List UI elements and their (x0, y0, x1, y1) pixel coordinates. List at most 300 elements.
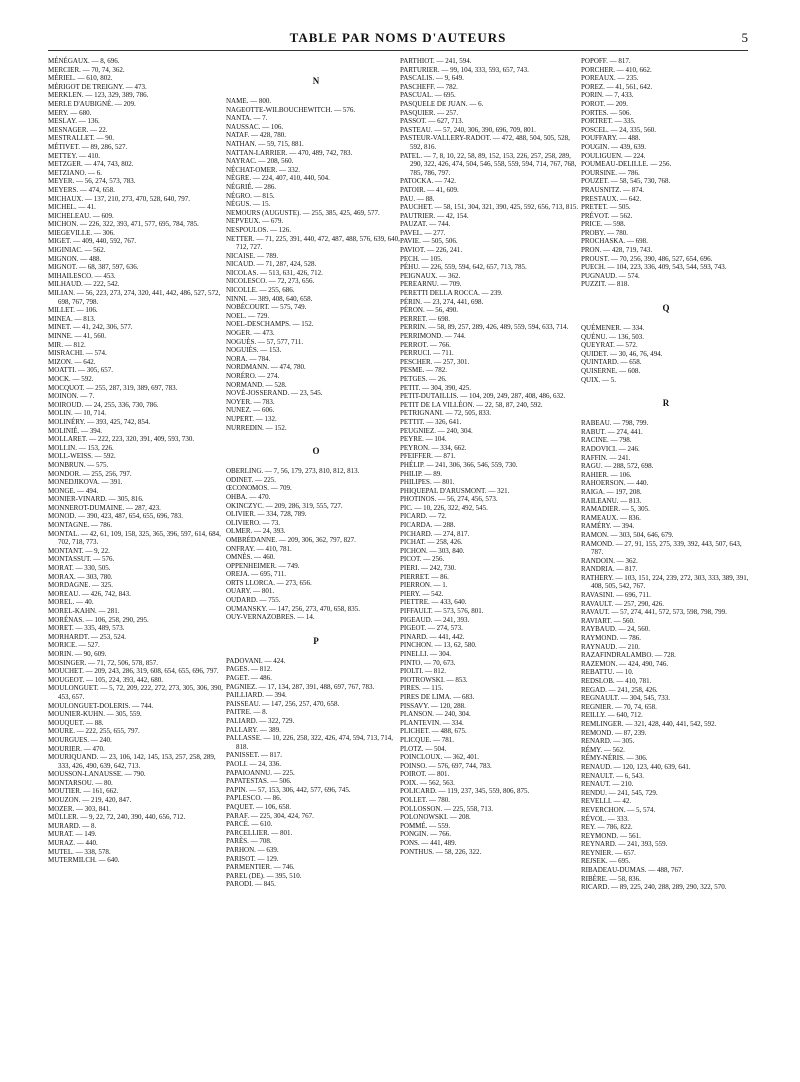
index-entry: PLICHET. — 488, 675. (400, 727, 467, 736)
index-entry: PINTO. — 70, 673. (400, 658, 456, 667)
index-entry: RÉVOL. — 333. (581, 814, 629, 823)
index-entry: MISRACHI. — 574. (48, 349, 107, 358)
index-entry: QUISERNE. — 608. (581, 367, 641, 375)
index-entry: PARHON. — 639. (226, 845, 279, 854)
index-entry: PAGET. — 486. (226, 674, 272, 683)
index-entry: PASCUAL. — 695. (400, 91, 456, 100)
index-entry: PERRIN. — 58, 89, 257, 289, 426, 489, 559, 594, 633, 714. (400, 323, 569, 332)
index-entry: POLLOSSON. — 225, 558, 713. (400, 804, 493, 813)
index-entry: PARCÉ. — 610. (226, 820, 273, 829)
index-entry: PAISSEAU. — 147, 256, 257, 470, 658. (226, 699, 340, 708)
page-number: 5 (741, 30, 748, 45)
index-entry: REGNIER. — 70, 74, 658. (581, 702, 657, 711)
index-entry: PESME. — 782. (400, 366, 448, 375)
index-entry: PIC. — 10, 226, 322, 492, 545. (400, 503, 488, 512)
index-entry: PUZZIT. — 818. (581, 280, 630, 289)
index-entry: MONGE. — 494. (48, 486, 99, 495)
index-entry: PASCALIS. — 9, 649. (400, 74, 464, 83)
index-entry: PAPAIOANNU. — 225. (226, 768, 295, 777)
index-entry: RAYNAUD. — 210. (581, 642, 640, 651)
index-entry: MORICE. — 527. (48, 641, 100, 650)
index-entry: PETIT. — 304, 390, 425. (400, 383, 472, 392)
index-entry: PHIQUEPAL D'ARUSMONT. — 321. (400, 486, 510, 495)
index-entry: PAVIE. — 505, 506. (400, 237, 458, 246)
index-entry: PRÉVOT. — 562. (581, 211, 633, 220)
index-entry: NOYER. — 783. (226, 397, 275, 406)
index-entry: NATAF. — 428, 780. (226, 131, 286, 140)
index-entry: PASTEAU. — 57, 240, 306, 390, 696, 709, 801. (400, 125, 536, 134)
index-entry: PETGES. — 26. (400, 374, 447, 383)
index-entry: PÉRON. — 56, 490. (400, 306, 458, 315)
index-entry: MICHEL. — 41. (48, 203, 96, 212)
index-entry: MÉTIVET. — 89, 286, 527. (48, 142, 128, 151)
index-column-1 (48, 57, 228, 865)
index-entry: MEYER. — 56, 274, 573, 783. (48, 177, 136, 186)
index-entry: RIBÈRE. — 58, 836. (581, 874, 641, 883)
index-entry: PICHARD. — 274, 817. (400, 529, 470, 538)
index-entry: MUTERMILCH. — 640. (48, 856, 120, 865)
index-entry: RAILEANU. — 813. (581, 496, 642, 505)
index-entry: PAGES. — 812. (226, 665, 273, 674)
index-entry: MONTASSUT. — 576. (48, 555, 115, 564)
index-entry: NÉCHAT-OMER. — 332. (226, 165, 301, 174)
index-entry: MOATTI. — 305, 657. (48, 366, 113, 375)
index-entry: MILIAN. — 56, 223, 273, 274, 320, 441, 442, 486, 527, 572, 698, 767, 798. (48, 289, 221, 306)
index-entry: MICHON. — 226, 322, 393, 471, 577, 695, 784, 785. (48, 220, 199, 229)
index-entry: RAMADIER. — 5, 305. (581, 505, 650, 514)
index-entry: PIGEAUD. — 241, 393. (400, 615, 470, 624)
index-entry: PAILLIARD. — 394. (226, 691, 287, 700)
index-entry: PROCHASKA. — 698. (581, 237, 648, 246)
index-entry: MOREAU. — 426, 742, 843. (48, 589, 131, 598)
index-entry: MORÉNAS. — 106, 258, 290, 295. (48, 615, 149, 624)
index-entry: MONEDJIKOVA. — 391. (48, 478, 123, 487)
index-entry: MINEA. — 813. (48, 314, 96, 323)
index-entry: PORCHER. — 410, 662. (581, 65, 652, 74)
index-entry: RAVAULT. — 257, 290, 426. (581, 599, 664, 608)
index-entry: RENAUT. — 210. (581, 780, 634, 789)
index-entry: MONIER-VINARD. — 305, 816. (48, 495, 144, 504)
index-entry: MERY. — 680. (48, 108, 92, 117)
index-entry: MÉRIEL. — 610, 802. (48, 74, 113, 83)
index-entry: POULIGUEN. — 224. (581, 151, 646, 160)
index-entry: PLANSON. — 240, 304. (400, 710, 471, 719)
index-entry: POREZ. — 41, 561, 642. (581, 82, 653, 91)
index-entry: PAQUET. — 106, 658. (226, 802, 291, 811)
index-entry: PICARDA. — 288. (400, 521, 456, 530)
index-entry: OUMANSKY. — 147, 256, 273, 470, 658, 835. (226, 604, 361, 613)
index-entry: OPPENHEIMER. — 749. (226, 561, 300, 570)
index-entry: MEYERS. — 474, 658. (48, 185, 115, 194)
index-entry: PUECH. — 104, 223, 336, 409, 543, 544, 593, 743. (581, 263, 727, 272)
index-entry: POINCLOUX. — 362, 401. (400, 753, 479, 762)
index-entry: REMOND. — 87, 239. (581, 728, 647, 737)
index-entry: PICARD. — 72. (400, 512, 447, 521)
index-entry: NORDMANN. — 474, 780. (226, 363, 306, 372)
index-entry: REMLINGER. — 321, 428, 440, 441, 542, 592. (581, 719, 717, 728)
index-entry: POREAUX. — 235. (581, 74, 639, 83)
index-entry: PADOVANI. — 424. (226, 656, 286, 665)
index-entry: MOIROUD. — 24, 255, 336, 730, 786. (48, 400, 159, 409)
index-entry: MOLL-WEISS. — 592. (48, 452, 116, 461)
index-entry: MILLET. — 106. (48, 306, 98, 315)
index-entry: POUMEAU-DELILLE. — 256. (581, 160, 672, 169)
index-entry: MOURIQUAND. — 23, 106, 142, 145, 153, 257, 258, 289, 333, 426, 490, 639, 642, 713. (48, 753, 216, 770)
index-entry: MÉNÉGAUX. — 8, 696. (48, 57, 120, 65)
index-entry: PARTHIOT. — 241, 594. (400, 57, 472, 65)
index-entry: PONS. — 441, 489. (400, 839, 457, 848)
index-entry: RENARD. — 305. (581, 737, 635, 746)
index-entry: PUGNAUD. — 574. (581, 271, 640, 280)
index-entry: MONDOR. — 255, 256, 797. (48, 469, 132, 478)
index-entry: PIGEOT. — 274, 573. (400, 624, 463, 633)
index-entry: MONBRUN. — 575. (48, 460, 109, 469)
index-entry: POIROT. — 801. (400, 770, 450, 779)
index-column-4 (581, 57, 751, 892)
index-entry: OMNÈS. — 460. (226, 553, 276, 562)
index-entry: MONTANT. — 9, 22. (48, 546, 110, 555)
index-entry: MOUZON. — 219, 420, 847. (48, 796, 132, 805)
index-entry: REY. — 786, 822. (581, 823, 633, 832)
index-entry: NICOLLE. — 255, 686. (226, 286, 295, 295)
index-entry: QUINTARD. — 658. (581, 358, 642, 367)
index-entry: PASCHEFF. — 782. (400, 82, 458, 91)
index-entry: PARISOT. — 129. (226, 854, 279, 863)
index-entry: RAFFIN. — 241. (581, 453, 631, 462)
index-entry: REDSLOB. — 410, 781. (581, 677, 652, 685)
index-entry: MOLINÉRY. — 393, 425, 742, 854. (48, 417, 151, 426)
index-entry: POMMÉ. — 559. (400, 821, 451, 830)
index-entry: PAU. — 88. (400, 194, 435, 203)
index-entry: MONTAGNE. — 786. (48, 521, 112, 530)
index-entry: MOURGUES. — 240. (48, 735, 112, 744)
page-header (48, 30, 748, 51)
index-entry: MONTAL. — 42, 61, 109, 158, 325, 365, 396, 597, 614, 684, 702, 718, 773. (48, 529, 221, 547)
index-entry: MOINON. — 7. (48, 392, 95, 401)
index-entry: MESLAY. — 136. (48, 117, 100, 126)
index-entry: POROT. — 209. (581, 99, 628, 108)
index-entry: OLIVIERO. — 73. (226, 518, 281, 527)
index-entry: PIFFAULT. — 573, 576, 801. (400, 607, 484, 615)
index-entry: MIR. — 812. (48, 340, 86, 349)
index-entry: NÈGRE. — 224, 407, 410, 440, 504. (226, 174, 330, 183)
index-entry: RAVASINI. — 696, 711. (581, 591, 651, 600)
index-entry: MORAX. — 303, 780. (48, 572, 113, 581)
index-entry: NUNEZ. — 606. (226, 406, 275, 415)
index-entry: PEREARNU. — 709. (400, 280, 462, 289)
index-entry: MONOD. — 390, 423, 487, 654, 655, 696, 783. (48, 512, 183, 521)
index-entry: RAGU. — 288, 572, 698. (581, 462, 654, 471)
index-entry: NEMOURS (AUGUSTE). — 255, 385, 425, 469, 577. (226, 208, 380, 217)
index-entry: POUZET. — 58, 545, 730, 768. (581, 177, 671, 186)
index-entry: MOUGEOT. — 105, 224, 393, 442, 680. (48, 675, 163, 684)
index-entry: OBERLING. — 7, 56, 179, 273, 810, 812, 813. (226, 467, 360, 476)
index-entry: REGNAULT. — 304, 545, 733. (581, 694, 671, 703)
index-entry: MUTEL. — 338, 578. (48, 847, 111, 856)
index-entry: PAGNIEZ. — 17, 134, 287, 391, 488, 697, 767, 783. (226, 682, 375, 691)
index-entry: PESCHER. — 257, 301. (400, 357, 470, 366)
index-entry: PASQUIER. — 257. (400, 108, 459, 117)
index-entry: MINET. — 41, 242, 306, 577. (48, 323, 133, 332)
index-entry: NICOLESCO. — 72, 273, 656. (226, 277, 315, 286)
index-entry: MERLE D'AUBIGNÉ. — 209. (48, 99, 136, 108)
index-entry: PINELLI. — 304. (400, 649, 451, 658)
index-entry: RAZAFINDRALAMBO. — 728. (581, 651, 676, 660)
index-entry: PEYRON. — 334, 662. (400, 443, 467, 452)
index-entry: MONTARSOU. — 80. (48, 778, 113, 787)
index-entry: RAHOERSON. — 440. (581, 479, 649, 488)
index-entry: REJSEK. — 695. (581, 857, 631, 866)
index-entry: PICOT. — 256. (400, 555, 445, 564)
index-entry: MOULONGUET. — 5, 72, 209, 222, 272, 273, 305, 306, 390, 453, 657. (48, 684, 223, 701)
index-entry: ŒCONOMOS. — 709. (226, 484, 292, 493)
index-entry: MURARD. — 8. (48, 821, 97, 830)
index-entry: NOBÉCOURT. — 575, 749. (226, 303, 307, 312)
index-entry: POSCEL. — 24, 335, 560. (581, 125, 657, 134)
index-entry: PROBY. — 780. (581, 228, 628, 237)
index-entry: POLLET. — 780. (400, 796, 451, 805)
index-entry: PERRET. — 698. (400, 314, 451, 323)
index-entry: PERETTI DELLA ROCCA. — 239. (400, 289, 503, 298)
index-entry: MOCQUOT. — 255, 287, 319, 389, 697, 783. (48, 383, 178, 392)
index-entry: MOURIER. — 470. (48, 744, 105, 753)
index-entry: PEIGNAUX. — 362. (400, 271, 461, 280)
index-entry: OKINCZYC. — 209, 286, 319, 555, 727. (226, 501, 343, 510)
index-entry: RAMON. — 303, 504, 646, 679. (581, 530, 674, 539)
index-entry: NORÉRO. — 274. (226, 372, 280, 380)
index-entry: MOUNIER-KUHN. — 305, 559. (48, 710, 142, 719)
index-entry: PLOTZ. — 504. (400, 744, 447, 753)
index-entry: PINCHON. — 13, 62, 580. (400, 641, 477, 650)
index-entry: NESPOULOS. — 126. (226, 225, 291, 234)
index-entry: MORHARDT. — 253, 524. (48, 632, 127, 641)
index-entry: PIERI. — 242, 730. (400, 564, 456, 573)
index-entry: RAMOND. — 27, 91, 155, 275, 339, 392, 443, 507, 643, 787. (581, 539, 742, 557)
index-entry: PORTRET. — 335. (581, 117, 636, 126)
index-entry: NOGUÈS. — 57, 577, 711. (226, 337, 304, 346)
index-entry: POUGIN. — 439, 639. (581, 142, 646, 151)
index-entry: MOLLARET. — 222, 223, 320, 391, 409, 593, 730. (48, 435, 195, 444)
index-entry: PANISSET. — 817. (226, 751, 283, 760)
index-entry: NAYRAC. — 208, 560. (226, 157, 294, 166)
index-entry: PARODI. — 845. (226, 880, 276, 889)
index-entry: REVERCHON. — 5, 574. (581, 805, 656, 814)
index-entry: NOGUIÈS. — 153. (226, 346, 282, 355)
index-entry: PAUZAT. — 744. (400, 220, 451, 229)
index-entry: PASSOT. — 627, 713. (400, 117, 464, 126)
index-entry: MORIN. — 90, 609. (48, 649, 107, 658)
index-entry: PIERRON. — 1. (400, 581, 448, 590)
index-entry: MIHAILESCO. — 453. (48, 271, 116, 280)
index-entry: PRESTAUX. — 642. (581, 194, 642, 203)
index-entry: PIOTROWSKI. — 853. (400, 675, 468, 684)
index-entry: POIX. — 562, 563. (400, 778, 455, 787)
index-entry: PRICE. — 598. (581, 220, 626, 229)
index-entry: MILHAUD. — 222, 542. (48, 280, 120, 289)
index-entry: QUÉMENER. — 334. (581, 324, 645, 333)
index-entry: PICHAT. — 258, 426. (400, 538, 463, 547)
index-entry: PETIT-DUTAILLIS. — 104, 209, 249, 287, 408, 486, 632. (400, 392, 566, 401)
index-entry: REILLY. — 640, 712. (581, 711, 643, 720)
index-entry: PHILIP. — 89. (400, 469, 443, 478)
index-entry: MOCK. — 592. (48, 374, 94, 383)
index-entry: MOUTIER. — 161, 662. (48, 787, 119, 796)
index-entry: NÉGRIÉ. — 286. (226, 182, 277, 191)
index-entry: RAIGA. — 197, 208. (581, 487, 642, 496)
index-entry: NICAISE. — 789. (226, 251, 279, 260)
index-entry: PÉRIN. — 23, 274, 441, 698. (400, 297, 484, 306)
index-entry: REYMOND. — 561. (581, 831, 641, 840)
index-entry: MONNEROT-DUMAINE. — 287, 423. (48, 503, 161, 512)
index-entry: PAREL (DE). — 395, 510. (226, 871, 302, 880)
index-entry: MOUCHET. — 209, 243, 286, 319, 608, 654, 655, 696, 797. (48, 667, 219, 676)
index-entry: NATHAN. — 59, 715, 881. (226, 139, 304, 148)
index-entry: PIERRET. — 86. (400, 572, 449, 581)
index-entry: NAGEOTTE-WILBOUCHEWITCH. — 576. (226, 105, 356, 114)
index-entry: NICOLAS. — 513, 631, 426, 712. (226, 268, 323, 277)
index-entry: RACINE. — 798. (581, 436, 632, 445)
index-entry: PLANTEVIN. — 334. (400, 718, 464, 727)
index-entry: PIETTRE. — 433, 640. (400, 598, 467, 607)
index-entry: MERKLEN. — 123, 329, 389, 786. (48, 91, 149, 100)
index-entry: MOLINIÉ. — 394. (48, 426, 103, 435)
section-letter: O (312, 446, 320, 457)
index-entry: NOVÉ-JOSSERAND. — 23, 545. (226, 389, 323, 398)
index-entry: POPOFF. — 817. (581, 57, 631, 65)
index-entry: MESNAGER. — 22. (48, 125, 108, 134)
index-column-3 (400, 57, 580, 856)
index-entry: PORTES. — 506. (581, 108, 632, 117)
index-entry: MICHAUX. — 137, 210, 273, 470, 528, 640, 797. (48, 194, 190, 203)
index-entry: PALLARY. — 389. (226, 725, 281, 734)
index-entry: METZGER. — 474, 743, 802. (48, 160, 134, 169)
index-entry: REGAD. — 241, 258, 426. (581, 685, 658, 694)
index-entry: METTEY. — 410. (48, 151, 100, 160)
index-entry: PRAUSNITZ. — 874. (581, 185, 645, 194)
index-entry: RICARD. — 89, 225, 240, 288, 289, 290, 322, 570. (581, 883, 727, 892)
index-entry: RAZEMON. — 424, 490, 746. (581, 659, 669, 668)
index-entry: PETIT DE LA VILLÉON. — 22, 58, 87, 240, 592. (400, 400, 543, 409)
index-entry: PALLASSE. — 10, 226, 258, 322, 426, 474, 594, 713, 714, 818. (226, 734, 393, 751)
index-entry: PEYRE. — 104. (400, 435, 447, 444)
index-entry: MIGET. — 409, 440, 592, 767. (48, 237, 137, 246)
section-letter: R (662, 398, 670, 409)
index-entry: MOREL. — 40. (48, 598, 94, 607)
index-entry: RAYBAUD. — 24, 560. (581, 625, 650, 634)
index-entry: RATHERY. — 103, 151, 224, 239, 272, 303, 333, 389, 391, 408, 505, 542, 767. (581, 573, 749, 591)
index-entry: MOREL-KAHN. — 281. (48, 607, 120, 615)
section-letter: Q (662, 303, 670, 314)
index-entry: PFEIFFER. — 871. (400, 452, 456, 461)
index-entry: PIERY. — 542. (400, 589, 444, 598)
index-entry: OMBRÉDANNE. — 209, 306, 362, 797, 827. (226, 535, 356, 544)
index-entry: NANTA. — 7. (226, 114, 268, 123)
index-entry: RENAUD. — 120, 123, 440, 639, 641. (581, 762, 691, 771)
index-entry: RADOVICI. — 246. (581, 444, 640, 453)
index-entry: RIBADEAU-DUMAS. — 488, 767. (581, 866, 684, 875)
index-entry: MERCIER. — 70, 74, 362. (48, 65, 125, 74)
index-entry: NINNI. — 389, 408, 640, 658. (226, 294, 313, 303)
index-entry: QUIX. — 5. (581, 375, 616, 384)
index-entry: PAUCHET. — 58, 151, 304, 321, 390, 425, 592, 656, 713, 815. (400, 203, 579, 212)
index-entry: POLICARD. — 119, 237, 345, 559, 806, 875. (400, 787, 530, 796)
index-entry: PAITRE. — 8. (226, 708, 268, 717)
index-entry: MINNE. — 41, 560. (48, 332, 106, 340)
index-entry: OREJA. — 695, 711. (226, 570, 287, 579)
index-entry: OUY-VERNAZOBRES. — 14. (226, 613, 315, 622)
index-entry: PORIN. — 7, 433. (581, 91, 634, 100)
index-entry: RENDU. — 241, 545, 729. (581, 788, 658, 797)
index-entry: PERROT. — 766. (400, 340, 451, 349)
index-entry: PALIARD. — 322, 729. (226, 717, 295, 725)
index-entry: NUPERT. — 132. (226, 414, 277, 423)
index-entry: PAUTRIER. — 42, 154. (400, 211, 469, 220)
index-entry: RAVAUT. — 57, 274, 441, 572, 573, 598, 798, 799. (581, 608, 727, 617)
index-entry: PONGIN. — 766. (400, 830, 451, 839)
index-entry: POUFFARY. — 488. (581, 134, 641, 143)
index-entry: RAYMOND. — 786. (581, 634, 642, 643)
index-entry: PINARD. — 441, 442. (400, 632, 465, 641)
section-letter: P (313, 635, 319, 646)
index-entry: NORA. — 784. (226, 354, 271, 363)
index-entry: PARAF. — 225, 304, 424, 767. (226, 811, 314, 820)
index-entry: REYNARD. — 241, 393, 559. (581, 840, 668, 849)
index-entry: MESTRALLET. — 90. (48, 134, 114, 143)
index-entry: OUDARD. — 755. (226, 596, 281, 605)
index-entry: PATOCKA. — 742. (400, 177, 457, 186)
index-entry: PROUST. — 70, 256, 390, 486, 527, 654, 696. (581, 254, 713, 263)
index-entry: OLIVIER. — 334, 728, 789. (226, 510, 307, 519)
index-entry: PERRIMOND. — 744. (400, 332, 466, 340)
index-entry: PICHON. — 303, 840. (400, 546, 465, 555)
index-entry: PAPLESCO. — 86. (226, 794, 282, 803)
index-entry: RAHIER. — 106. (581, 470, 632, 479)
index-entry: MORAT. — 330, 505. (48, 564, 111, 573)
index-entry: MOURE. — 222, 255, 655, 797. (48, 727, 140, 736)
index-entry: REBATTU. — 10. (581, 668, 634, 677)
index-entry: NOEL. — 729. (226, 311, 270, 320)
index-entry: NETTER. — 71, 225, 391, 440, 472, 487, 488, 576, 639, 640, 712, 727. (226, 234, 400, 252)
index-entry: MURAZ. — 440. (48, 839, 98, 848)
section-letter: N (312, 76, 320, 86)
index-entry: POINSO. — 576, 697, 744, 783. (400, 761, 492, 770)
index-entry: MOLLIN. — 153, 226. (48, 443, 114, 452)
index-entry: MIGNOT. — 68, 387, 597, 636. (48, 263, 139, 272)
index-entry: PÉHU. — 226, 559, 594, 642, 657, 713, 785. (400, 263, 527, 272)
index-entry: PRETET. — 505. (581, 203, 631, 212)
index-entry: MOUQUET. — 88. (48, 718, 104, 727)
index-entry: PATOIR. — 41, 609. (400, 185, 459, 194)
index-entry: ODINET. — 225. (226, 475, 277, 484)
index-entry: PIOLTI. — 812. (400, 667, 447, 676)
index-entry: NOGER. — 473. (226, 329, 275, 338)
index-entry: PAPATESTAS. — 506. (226, 777, 292, 786)
index-entry: PASTEUR-VALLERY-RADOT. — 472, 488, 504, 505, 528, 592, 816. (400, 134, 570, 151)
index-entry: MÜLLER. — 9, 22, 72, 240, 390, 440, 656, 712. (48, 813, 186, 822)
index-entry: PETTIT. — 326, 641. (400, 417, 462, 426)
index-entry: MIGINIAC. — 562. (48, 246, 106, 255)
index-entry: PERRUCI. — 711. (400, 349, 454, 358)
index-entry: PONTHUS. — 58, 226, 322. (400, 847, 482, 856)
index-entry: REVELLI. — 42. (581, 797, 632, 806)
index-entry: MICHELEAU. — 609. (48, 211, 114, 220)
index-entry: NORMAND. — 528. (226, 380, 287, 389)
index-entry: QUIDET. — 30, 46, 76, 494. (581, 349, 663, 358)
index-entry: QUEYRAT. — 572. (581, 341, 638, 350)
index-entry: POURSINE. — 786. (581, 168, 640, 177)
index-entry: MORET. — 335, 489, 573. (48, 624, 125, 633)
index-entry: RÉMY. — 562. (581, 745, 625, 754)
